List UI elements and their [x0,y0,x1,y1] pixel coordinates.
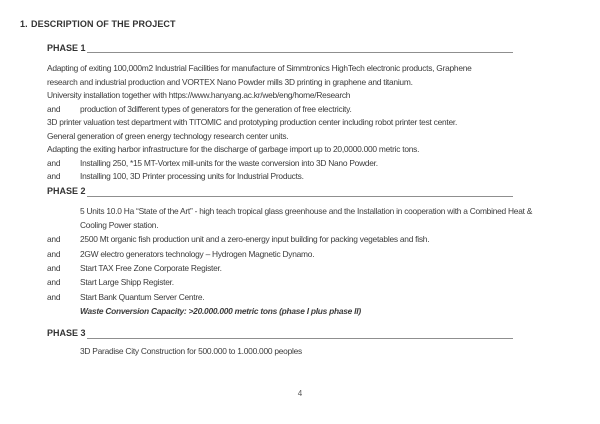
line-text: Start Large Shipp Register. [80,277,174,288]
line-text: General generation of green energy technology research center units. [47,130,289,141]
phase-underline [87,338,513,339]
line-text: 3D printer valuation test department with TITOMIC and prototyping production center including robot printer test center. [47,117,458,127]
text-line [47,232,513,246]
phase-section [47,185,533,318]
phase-label-row [47,42,513,56]
text-line [47,247,513,261]
phase-body [47,204,533,319]
and-prefix: and [47,157,61,168]
page-number: 4 [297,389,303,398]
text-line [47,103,513,117]
line-text: Adapting of exiting 100,000m2 Industrial Facilities for manufacture of Simmtronics HighTech electronic products, Graphene [47,63,472,73]
phase-section [47,42,513,184]
and-prefix: and [47,103,61,114]
text-line [47,76,513,90]
line-text: 2GW electro generators technology – Hydrogen Magnetic Dynamo. [80,248,315,259]
line-text: 2500 Mt organic fish production unit and a zero-energy input building for packing vegetables and fish. [80,234,430,245]
line-text: Adapting the exiting harbor infrastructure for the discharge of garbage import up to 20,0000.000 metric tons. [47,144,420,154]
phase-label: PHASE 1 [47,42,86,53]
section-heading-number: 1. [20,19,28,29]
text-line [47,204,533,218]
phase-body [47,345,513,359]
line-text: Cooling Power station. [80,219,159,230]
text-line [47,130,513,144]
line-text: 5 Units 10.0 Ha “State of the Art” - high teach tropical glass greenhouse and the Installation in cooperation with a Combined Heat & [80,205,533,216]
text-line [47,89,513,103]
line-text: Installing 100, 3D Printer processing units for Industrial Products. [80,171,304,181]
phase-label: PHASE 2 [47,186,86,196]
line-text: Start Bank Quantum Server Centre. [80,291,205,302]
line-text: Waste Conversion Capacity: >20.000.000 metric tons (phase I plus phase II) [80,305,361,316]
line-text: research and industrial production and VORTEX Nano Powder mills 3D printing in graphene and titanium. [47,76,413,87]
text-line [47,345,513,359]
and-prefix: and [47,171,61,181]
text-line [47,218,513,232]
text-line [47,261,513,275]
phases [0,42,600,359]
text-line [47,157,513,171]
phase-section [47,327,513,359]
phase-label-row [47,185,513,199]
text-line [47,62,513,76]
text-line [47,275,513,289]
and-prefix: and [47,234,61,245]
line-text: 3D Paradise City Construction for 500.000 to 1.000.000 peoples [80,346,302,357]
and-prefix: and [47,248,61,259]
line-text: Start TAX Free Zone Corporate Register. [80,262,222,273]
text-line [47,143,513,157]
phase-underline [87,196,513,197]
text-line [47,290,513,304]
phase-body [47,62,513,184]
section-heading-title: DESCRIPTION OF THE PROJECT [31,19,176,29]
section-heading [20,18,600,32]
line-text: University installation together with https://www.hanyang.ac.kr/web/eng/home/Research [47,90,351,100]
phase-label: PHASE 3 [47,328,86,339]
text-line [47,170,513,184]
and-prefix: and [47,262,61,273]
text-line [47,116,513,130]
line-text: Installing 250, *15 MT-Vortex mill-units for the waste conversion into 3D Nano Powder. [80,157,378,168]
line-text: production of 3different types of generators for the generation of free electricity. [80,103,352,114]
phase-underline [87,52,513,53]
phase-label-row [47,327,513,341]
and-prefix: and [47,291,61,302]
and-prefix: and [47,277,61,288]
text-line [47,304,513,318]
